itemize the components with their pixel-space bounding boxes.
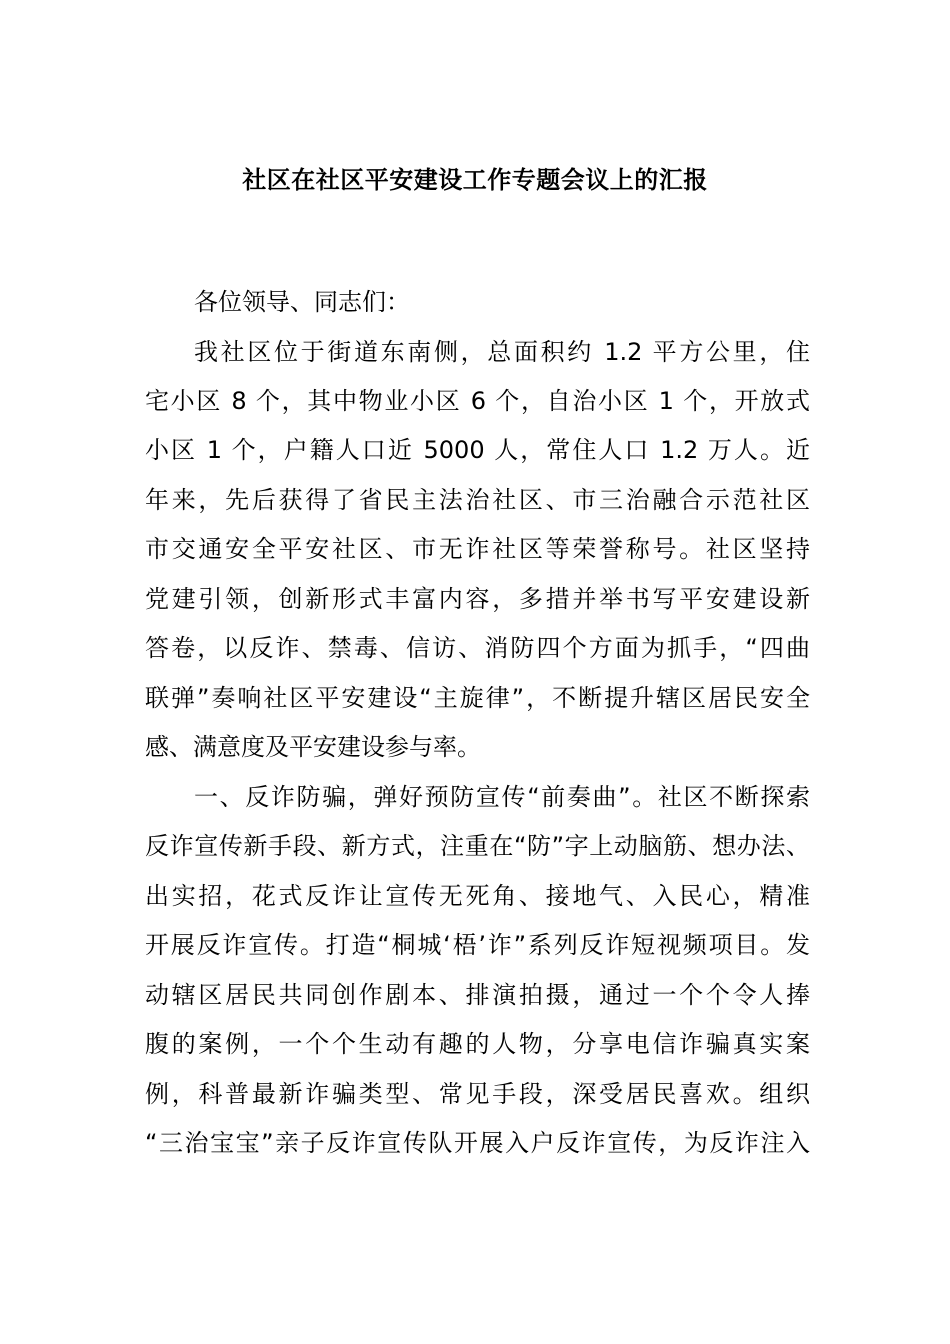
paragraph-line: 动辖区居民共同创作剧本、排演拍摄，通过一个个令人捧 [145,981,810,1009]
salutation: 各位领导、同志们： [194,288,410,316]
paragraph-line: 例，科普最新诈骗类型、常见手段，深受居民喜欢。组织 [145,1080,810,1108]
paragraph-line: 感、满意度及平安建设参与率。 [145,733,481,761]
page-title: 社区在社区平安建设工作专题会议上的汇报 [242,166,708,194]
paragraph-line: 我社区位于街道东南侧，总面积约 1.2 平方公里，住 [194,338,810,366]
paragraph-line: 小区 1 个，户籍人口近 5000 人，常住人口 1.2 万人。近 [145,436,810,464]
paragraph-line: 联弹”奏响社区平安建设“主旋律”，不断提升辖区居民安全 [145,684,810,712]
paragraph-line: 腹的案例，一个个生动有趣的人物，分享电信诈骗真实案 [145,1030,810,1058]
paragraph-line: 反诈宣传新手段、新方式，注重在“防”字上动脑筋、想办法、 [145,832,810,860]
paragraph-line: 答卷，以反诈、禁毒、信访、消防四个方面为抓手，“四曲 [145,634,810,662]
paragraph-line: 党建引领，创新形式丰富内容，多措并举书写平安建设新 [145,585,810,613]
paragraph-line: 宅小区 8 个，其中物业小区 6 个，自治小区 1 个，开放式 [145,387,810,415]
paragraph-line: 年来，先后获得了省民主法治社区、市三治融合示范社区 [145,486,810,514]
paragraph-line: 开展反诈宣传。打造“桐城‘梧’诈”系列反诈短视频项目。发 [145,931,810,959]
paragraph-line: 出实招，花式反诈让宣传无死角、接地气、入民心，精准 [145,882,810,910]
paragraph-line: 市交通安全平安社区、市无诈社区等荣誉称号。社区坚持 [145,535,810,563]
paragraph-line: 一、反诈防骗，弹好预防宣传“前奏曲”。社区不断探索 [194,783,810,811]
paragraph-line: “三治宝宝”亲子反诈宣传队开展入户反诈宣传，为反诈注入 [145,1129,810,1157]
